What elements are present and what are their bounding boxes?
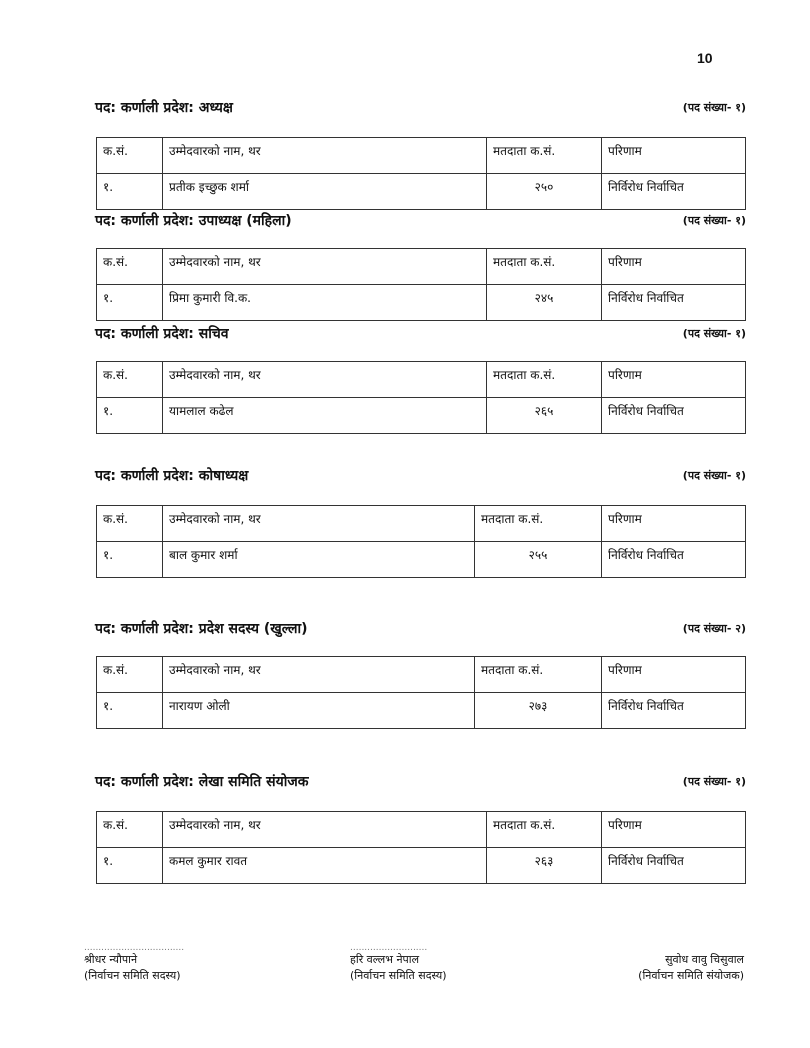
table-header-row bbox=[97, 249, 746, 285]
result-table bbox=[96, 361, 746, 434]
table-row bbox=[97, 285, 746, 321]
table-header-row bbox=[97, 812, 746, 848]
header-result: परिणाम bbox=[602, 657, 746, 693]
section-treasurer bbox=[95, 466, 746, 562]
table-row bbox=[97, 398, 746, 434]
cell-name: प्रिमा कुमारी वि.क. bbox=[163, 285, 487, 321]
header-serial: क.सं. bbox=[97, 812, 163, 848]
post-count: (पद संख्या- १) bbox=[682, 775, 746, 788]
signature-line bbox=[638, 944, 744, 952]
table-header-row bbox=[97, 657, 746, 693]
result-table bbox=[96, 137, 746, 210]
cell-result: निर्विरोध निर्वाचित bbox=[602, 693, 746, 729]
header-voter-no: मतदाता क.सं. bbox=[475, 506, 602, 542]
table-header-row bbox=[97, 362, 746, 398]
cell-result: निर्विरोध निर्वाचित bbox=[602, 848, 746, 884]
cell-name: नारायण ओली bbox=[163, 693, 475, 729]
signatory-role: (निर्वाचन समिति सदस्य) bbox=[84, 969, 181, 982]
post-count: (पद संख्या- १) bbox=[682, 214, 746, 227]
header-name: उम्मेदवारको नाम, थर bbox=[163, 362, 487, 398]
cell-serial: १. bbox=[97, 848, 163, 884]
table-row bbox=[97, 848, 746, 884]
header-result: परिणाम bbox=[602, 506, 746, 542]
signatory-name: हरि वल्लभ नेपाल bbox=[350, 953, 420, 966]
header-serial: क.सं. bbox=[97, 249, 163, 285]
page-number: 10 bbox=[697, 50, 713, 66]
table-header-row bbox=[97, 506, 746, 542]
section-title: पद: कर्णाली प्रदेश: प्रदेश सदस्य (खुल्ला) bbox=[95, 621, 308, 637]
cell-voter-no: २६५ bbox=[487, 398, 602, 434]
header-voter-no: मतदाता क.सं. bbox=[487, 138, 602, 174]
header-name: उम्मेदवारको नाम, थर bbox=[163, 812, 487, 848]
signatory-name: श्रीधर न्यौपाने bbox=[84, 953, 138, 966]
cell-voter-no: २५५ bbox=[475, 542, 602, 578]
header-result: परिणाम bbox=[602, 249, 746, 285]
post-count: (पद संख्या- १) bbox=[682, 327, 746, 340]
result-table bbox=[96, 656, 746, 729]
header-result: परिणाम bbox=[602, 138, 746, 174]
cell-voter-no: २७३ bbox=[475, 693, 602, 729]
signature-member-2 bbox=[350, 944, 447, 984]
section-president bbox=[95, 98, 746, 194]
signature-member-1 bbox=[84, 944, 184, 984]
header-serial: क.सं. bbox=[97, 138, 163, 174]
section-title: पद: कर्णाली प्रदेश: अध्यक्ष bbox=[95, 100, 233, 116]
cell-voter-no: २५० bbox=[487, 174, 602, 210]
header-name: उम्मेदवारको नाम, थर bbox=[163, 506, 475, 542]
post-count: (पद संख्या- २) bbox=[682, 622, 746, 635]
signature-coordinator bbox=[638, 944, 744, 984]
cell-serial: १. bbox=[97, 174, 163, 210]
signatory-name: सुवोध वावु चिसुवाल bbox=[665, 953, 744, 966]
cell-result: निर्विरोध निर्वाचित bbox=[602, 174, 746, 210]
cell-voter-no: २६३ bbox=[487, 848, 602, 884]
cell-serial: १. bbox=[97, 542, 163, 578]
table-header-row bbox=[97, 138, 746, 174]
post-count: (पद संख्या- १) bbox=[682, 101, 746, 114]
table-row bbox=[97, 693, 746, 729]
header-name: उम्मेदवारको नाम, थर bbox=[163, 249, 487, 285]
cell-serial: १. bbox=[97, 398, 163, 434]
header-voter-no: मतदाता क.सं. bbox=[487, 249, 602, 285]
result-table bbox=[96, 811, 746, 884]
cell-result: निर्विरोध निर्वाचित bbox=[602, 285, 746, 321]
section-title: पद: कर्णाली प्रदेश: लेखा समिति संयोजक bbox=[95, 774, 309, 790]
post-count: (पद संख्या- १) bbox=[682, 469, 746, 482]
signature-line: ........................... bbox=[350, 943, 428, 953]
cell-name: प्रतीक इच्छुक शर्मा bbox=[163, 174, 487, 210]
cell-voter-no: २४५ bbox=[487, 285, 602, 321]
header-result: परिणाम bbox=[602, 362, 746, 398]
cell-serial: १. bbox=[97, 693, 163, 729]
header-serial: क.सं. bbox=[97, 362, 163, 398]
header-serial: क.सं. bbox=[97, 657, 163, 693]
cell-name: बाल कुमार शर्मा bbox=[163, 542, 475, 578]
signature-line: ................................... bbox=[84, 943, 185, 953]
section-title: पद: कर्णाली प्रदेश: सचिव bbox=[95, 326, 229, 342]
section-title: पद: कर्णाली प्रदेश: कोषाध्यक्ष bbox=[95, 468, 249, 484]
header-serial: क.सं. bbox=[97, 506, 163, 542]
cell-result: निर्विरोध निर्वाचित bbox=[602, 398, 746, 434]
header-voter-no: मतदाता क.सं. bbox=[487, 812, 602, 848]
cell-name: यामलाल कढेल bbox=[163, 398, 487, 434]
cell-serial: १. bbox=[97, 285, 163, 321]
header-result: परिणाम bbox=[602, 812, 746, 848]
section-provincial-member bbox=[95, 619, 746, 713]
result-table bbox=[96, 248, 746, 321]
table-row bbox=[97, 174, 746, 210]
result-table bbox=[96, 505, 746, 578]
section-title: पद: कर्णाली प्रदेश: उपाध्यक्ष (महिला) bbox=[95, 213, 292, 229]
section-accounts-committee-coordinator bbox=[95, 772, 746, 868]
cell-name: कमल कुमार रावत bbox=[163, 848, 487, 884]
section-secretary bbox=[95, 324, 746, 418]
table-row bbox=[97, 542, 746, 578]
header-name: उम्मेदवारको नाम, थर bbox=[163, 657, 475, 693]
signatory-role: (निर्वाचन समिति सदस्य) bbox=[350, 969, 447, 982]
signature-block bbox=[84, 944, 744, 994]
section-vice-president bbox=[95, 211, 746, 305]
signatory-role: (निर्वाचन समिति संयोजक) bbox=[638, 969, 744, 982]
header-name: उम्मेदवारको नाम, थर bbox=[163, 138, 487, 174]
header-voter-no: मतदाता क.सं. bbox=[475, 657, 602, 693]
header-voter-no: मतदाता क.सं. bbox=[487, 362, 602, 398]
cell-result: निर्विरोध निर्वाचित bbox=[602, 542, 746, 578]
